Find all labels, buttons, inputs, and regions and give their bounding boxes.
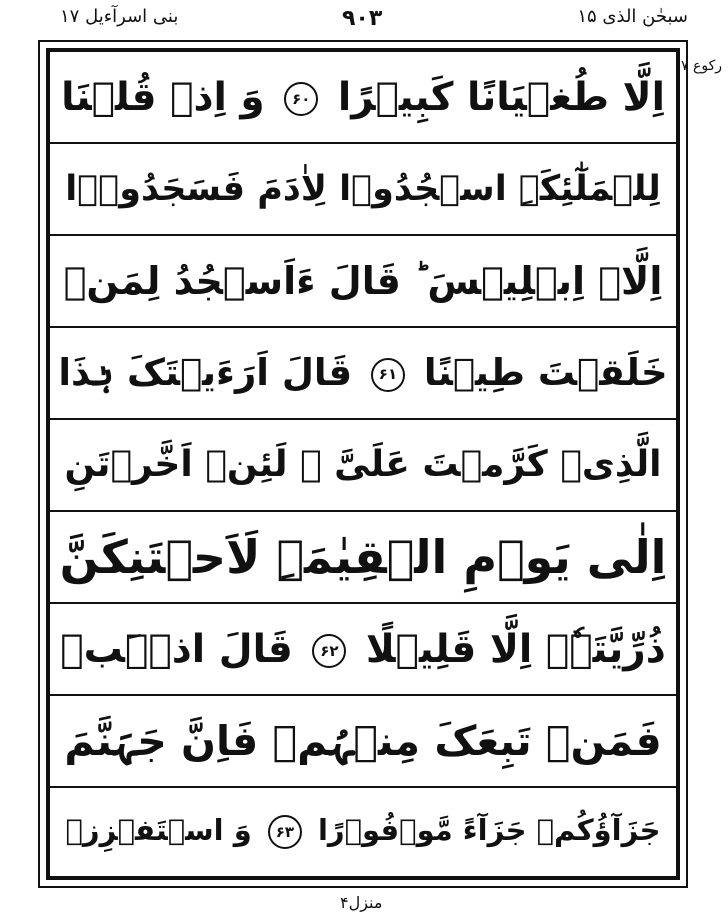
- line-text-before: خَلَقۡتَ طِیۡنًا: [423, 351, 668, 395]
- verse-line-2: [50, 144, 676, 236]
- line-text: [61, 74, 665, 120]
- line-text-after: وَ اِذۡ قُلۡنَا: [61, 74, 265, 120]
- page-header: [0, 0, 728, 38]
- manzil-footer: منزل۴: [340, 893, 383, 912]
- line-text-after: قَالَ اذۡہَبۡ: [60, 626, 293, 672]
- ruku-margin-note: رکوع ۷: [681, 58, 722, 74]
- surah-title: بنی اسرآءیل ۱۷: [60, 6, 179, 27]
- line-text-after: وَ اسۡتَفۡزِزۡ: [65, 813, 252, 847]
- verse-line-5: [50, 420, 676, 512]
- line-text-before: اِلَّا طُغۡیَانًا کَبِیۡرًا: [337, 74, 665, 120]
- verse-line-6: [50, 512, 676, 604]
- verse-line-9: [50, 788, 676, 876]
- line-text: [60, 626, 666, 672]
- ayah-marker: ۶۲: [312, 634, 346, 668]
- verse-line-7: [50, 604, 676, 696]
- line-text: [58, 351, 668, 395]
- ayah-marker: ۶۰: [284, 82, 318, 116]
- ayah-marker: ۶۱: [371, 358, 405, 392]
- line-text-before: ذُرِّیَّتَہٗۤ اِلَّا قَلِیۡلًا: [365, 626, 666, 672]
- line-text: [66, 815, 661, 849]
- line-text: اِلٰی یَوۡمِ الۡقِیٰمَۃِ لَاَحۡتَنِکَنَّ: [59, 530, 667, 584]
- line-text: لِلۡمَلٰٓئِکَۃِ اسۡجُدُوۡا لِاٰدَمَ فَسَجَدُوۡۤا: [65, 168, 661, 209]
- verse-line-4: [50, 328, 676, 420]
- line-text-after: قَالَ اَرَءَیۡتَکَ ہٰذَا: [58, 351, 353, 395]
- verse-line-3: [50, 236, 676, 328]
- page-number: ۹۰۳: [342, 6, 383, 31]
- verse-line-8: [50, 696, 676, 788]
- line-text: اِلَّاۤ اِبۡلِیۡسَ ؕ قَالَ ءَاَسۡجُدُ لِمَنۡ: [63, 259, 663, 303]
- line-text: الَّذِیۡ کَرَّمۡتَ عَلَیَّ ۫ لَئِنۡ اَخَّرۡتَنِ: [64, 444, 662, 485]
- ayah-marker: ۶۳: [268, 815, 302, 849]
- line-text-before: جَزَآؤُکُمۡ جَزَآءً مَّوۡفُوۡرًا: [317, 813, 661, 847]
- line-text: فَمَنۡ تَبِعَکَ مِنۡہُمۡ فَاِنَّ جَہَنَّمَ: [64, 716, 662, 765]
- para-title: سبحٰن الذی ۱۵: [577, 6, 688, 27]
- verse-line-1: [50, 52, 676, 144]
